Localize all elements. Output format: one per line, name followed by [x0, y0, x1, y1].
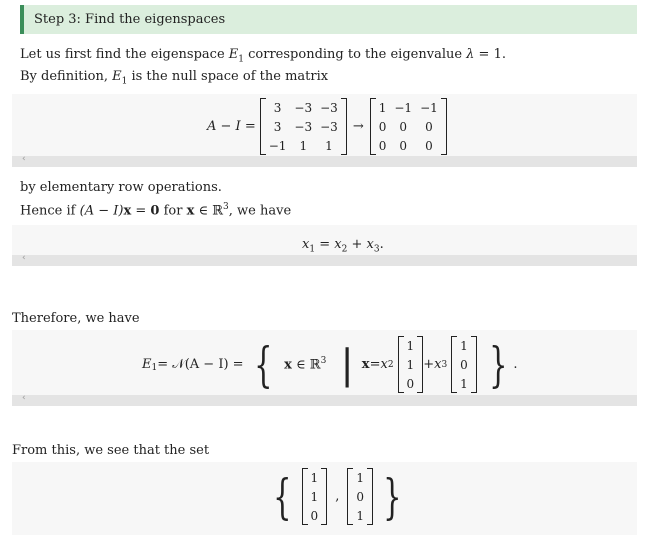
horizontal-scrollbar-3[interactable] [12, 395, 637, 406]
a-minus-i-expr: (A − I) [79, 203, 124, 219]
sub-2: 2 [341, 244, 348, 255]
matrix-cell: 1 [299, 138, 308, 153]
basis-right-brace: } [383, 468, 402, 525]
hence-line [20, 202, 291, 218]
period: . [513, 357, 518, 372]
set-in-r: ∈ ℝ [291, 357, 321, 373]
eigenspace-symbol-2: E [112, 69, 122, 84]
cond-var-x3: x [434, 357, 442, 372]
row-ops-text: by elementary row operations. [20, 180, 222, 195]
matrix-reduced [370, 98, 447, 155]
horizontal-scrollbar-1[interactable] [12, 156, 637, 167]
vector-entry: 1 [406, 357, 415, 372]
matrix-cell: 3 [273, 119, 282, 134]
intro-text-mid: corresponding to the eigenvalue [244, 47, 467, 62]
row-reduce-arrow: → [352, 119, 364, 134]
basis-vector-1 [398, 336, 424, 393]
eigenvalue-value: = 1. [474, 47, 506, 62]
definition-text: By definition, [20, 69, 113, 84]
set-var-x: x [284, 357, 292, 373]
intro-line-1 [20, 47, 506, 65]
right-brace: } [488, 336, 508, 393]
matrix-cell: −1 [420, 100, 438, 115]
matrix-cell: −3 [294, 100, 313, 115]
basis-set [267, 468, 408, 525]
basis-comma: , [335, 489, 340, 504]
therefore-line [12, 311, 140, 326]
vector-entry: 0 [460, 357, 468, 372]
lambda-symbol: λ [466, 47, 475, 62]
vector-entry: 0 [310, 508, 319, 523]
equation-panel-4 [12, 462, 637, 535]
vector-entry: 1 [310, 489, 319, 504]
step-title: Step 3: Find the eigenspaces [34, 12, 226, 27]
vector-entry: 0 [356, 489, 364, 504]
dimension-superscript: 3 [223, 202, 229, 212]
intro-text: Let us first find the eigenspace [20, 47, 229, 62]
eigenspace-subscript: 1 [238, 54, 245, 65]
matrix-cell: −1 [394, 100, 413, 115]
vector-entry: 1 [356, 470, 364, 485]
var-x2: x [334, 237, 342, 252]
matrix-cell: 0 [399, 119, 408, 134]
cond-sub-2: 2 [387, 359, 394, 370]
scroll-left-arrow-icon[interactable]: ‹ [22, 154, 26, 164]
plus: + [347, 237, 367, 252]
sub-3: 3 [373, 244, 380, 255]
var-x1: x [302, 237, 310, 252]
left-brace: { [253, 336, 272, 393]
cond-equals: = [369, 357, 381, 372]
period: . [379, 237, 384, 252]
intro-line-2 [20, 69, 328, 87]
matrix-cell: −3 [320, 100, 338, 115]
hence-text: Hence if [20, 203, 80, 219]
matrix-cell: −3 [320, 119, 338, 134]
equation-panel-3 [12, 330, 637, 395]
vector-entry: 1 [406, 338, 415, 353]
var-x3: x [366, 237, 374, 252]
matrix-cell: 3 [273, 100, 282, 115]
step-header [20, 5, 637, 34]
eigenspace-symbol: E [228, 47, 239, 62]
matrix-cell: 1 [378, 100, 387, 115]
for-text: for [159, 203, 187, 219]
vector-entry: 1 [460, 338, 468, 353]
cond-sub-3: 3 [441, 359, 448, 370]
basis-left-brace: { [273, 468, 292, 525]
horizontal-scrollbar-2[interactable] [12, 255, 637, 266]
equals-sign: = [131, 203, 151, 219]
cond-plus: + [423, 357, 435, 372]
cond-var-x2: x [380, 357, 388, 372]
vector-x-2: x [186, 203, 195, 219]
from-this-line [12, 443, 209, 458]
matrix-cell: 0 [378, 119, 387, 134]
matrix-cell: −3 [294, 119, 313, 134]
sub-1: 1 [309, 244, 316, 255]
vector-x: x [123, 203, 132, 219]
equation-panel-1 [12, 94, 637, 156]
matrix-cell: 0 [425, 119, 433, 134]
matrix-cell: 1 [325, 138, 333, 153]
matrix-cell: 0 [378, 138, 387, 153]
matrix-cell: 0 [425, 138, 433, 153]
e-subscript: 1 [151, 363, 158, 373]
matrix-cell: −1 [268, 138, 287, 153]
definition-text-end: is the null space of the matrix [127, 69, 329, 84]
e-symbol: E [142, 357, 152, 372]
matrix-cell: 0 [399, 138, 408, 153]
row-ops-line [20, 180, 222, 195]
eigenspace-subscript-2: 1 [121, 76, 128, 87]
matrix-equation [207, 98, 447, 155]
matrix-a-minus-i [260, 98, 347, 155]
scroll-left-arrow-icon[interactable]: ‹ [22, 253, 26, 263]
vector-entry: 0 [406, 376, 415, 391]
cond-var-x: x [361, 357, 370, 372]
x1-equation [302, 237, 384, 255]
equation-panel-2 [12, 225, 637, 255]
set-superscript: 3 [320, 356, 327, 367]
zero-vector: 0 [150, 203, 160, 219]
a-minus-i-label: A − I = [207, 119, 256, 134]
basis-vector-2 [451, 336, 477, 393]
basis-set-vector-1 [302, 468, 328, 525]
vector-entry: 1 [310, 470, 319, 485]
we-have-text: , we have [228, 203, 292, 219]
therefore-text: Therefore, we have [12, 311, 140, 326]
in-r-text: ∈ ℝ [194, 203, 224, 219]
null-space-expr: = 𝒩(A − I) = [157, 357, 244, 372]
eigenspace-set-equation [142, 336, 518, 393]
vector-entry: 1 [460, 376, 468, 391]
equals: = [315, 237, 335, 252]
basis-set-vector-2 [347, 468, 373, 525]
vector-entry: 1 [356, 508, 364, 523]
scroll-left-arrow-icon[interactable]: ‹ [22, 393, 26, 403]
from-this-text: From this, we see that the set [12, 443, 210, 458]
set-separator-bar: | [340, 341, 354, 388]
